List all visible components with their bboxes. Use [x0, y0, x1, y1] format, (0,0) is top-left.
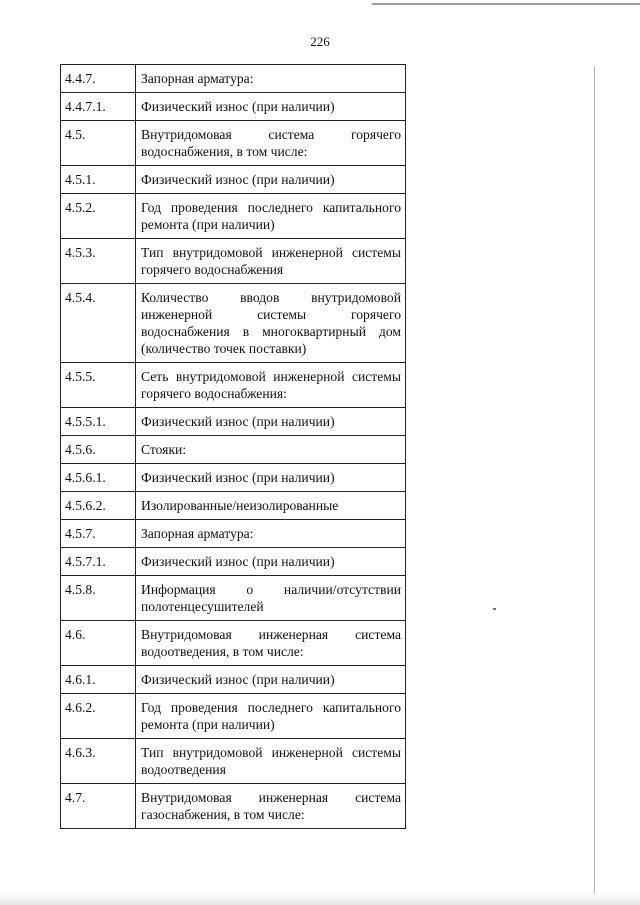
scan-top-rule	[372, 3, 640, 5]
item-number: 4.4.7.1.	[61, 93, 136, 121]
item-number: 4.6.3.	[61, 739, 136, 784]
table-row	[61, 784, 406, 829]
item-number: 4.5.7.1.	[61, 548, 136, 576]
item-description: Внутридомовая система горячего водоснабжения, в том числе:	[136, 121, 406, 166]
item-number: 4.5.7.	[61, 520, 136, 548]
scan-bottom-shadow	[0, 893, 640, 905]
table-row	[61, 121, 406, 166]
table-row	[61, 93, 406, 121]
item-description: Тип внутридомовой инженерной системы горячего водоснабжения	[136, 239, 406, 284]
item-number: 4.6.1.	[61, 666, 136, 694]
item-description: Количество вводов внутридомовой инженерной системы горячего водоснабжения в многоквартирный дом (количество точек поставки)	[136, 284, 406, 363]
item-number: 4.5.8.	[61, 576, 136, 621]
item-description: Физический износ (при наличии)	[136, 93, 406, 121]
item-number: 4.5.5.	[61, 363, 136, 408]
item-description: Стояки:	[136, 436, 406, 464]
item-number: 4.4.7.	[61, 65, 136, 93]
page-number: 226	[310, 34, 330, 49]
item-description: Год проведения последнего капитального ремонта (при наличии)	[136, 194, 406, 239]
item-description: Запорная арматура:	[136, 520, 406, 548]
table-row	[61, 363, 406, 408]
table-row	[61, 194, 406, 239]
item-description: Информация о наличии/отсутствии полотенцесушителей	[136, 576, 406, 621]
item-number: 4.5.1.	[61, 166, 136, 194]
item-description: Сеть внутридомовой инженерной системы горячего водоснабжения:	[136, 363, 406, 408]
scan-edge-line	[594, 66, 595, 902]
table-row	[61, 694, 406, 739]
table-row	[61, 65, 406, 93]
item-number: 4.6.	[61, 621, 136, 666]
table-row	[61, 520, 406, 548]
table-row	[61, 166, 406, 194]
table-row	[61, 464, 406, 492]
item-description: Тип внутридомовой инженерной системы водоотведения	[136, 739, 406, 784]
item-description: Внутридомовая инженерная система водоотведения, в том числе:	[136, 621, 406, 666]
table-row	[61, 492, 406, 520]
table-row	[61, 436, 406, 464]
item-description: Запорная арматура:	[136, 65, 406, 93]
table-row	[61, 284, 406, 363]
item-number: 4.5.2.	[61, 194, 136, 239]
scan-speck	[493, 608, 496, 610]
item-number: 4.5.6.	[61, 436, 136, 464]
specification-table	[60, 64, 406, 829]
item-description: Изолированные/неизолированные	[136, 492, 406, 520]
item-number: 4.5.5.1.	[61, 408, 136, 436]
table-body	[61, 65, 406, 829]
item-number: 4.5.6.1.	[61, 464, 136, 492]
item-number: 4.5.6.2.	[61, 492, 136, 520]
item-description: Внутридомовая инженерная система газоснабжения, в том числе:	[136, 784, 406, 829]
item-description: Физический износ (при наличии)	[136, 666, 406, 694]
item-description: Физический износ (при наличии)	[136, 464, 406, 492]
item-description: Физический износ (при наличии)	[136, 166, 406, 194]
table-row	[61, 576, 406, 621]
item-number: 4.6.2.	[61, 694, 136, 739]
item-description: Год проведения последнего капитального ремонта (при наличии)	[136, 694, 406, 739]
table-row	[61, 666, 406, 694]
item-number: 4.5.	[61, 121, 136, 166]
table-row	[61, 239, 406, 284]
table-row	[61, 621, 406, 666]
table-row	[61, 548, 406, 576]
table-row	[61, 739, 406, 784]
item-number: 4.7.	[61, 784, 136, 829]
item-description: Физический износ (при наличии)	[136, 408, 406, 436]
item-number: 4.5.3.	[61, 239, 136, 284]
table-row	[61, 408, 406, 436]
item-description: Физический износ (при наличии)	[136, 548, 406, 576]
item-number: 4.5.4.	[61, 284, 136, 363]
